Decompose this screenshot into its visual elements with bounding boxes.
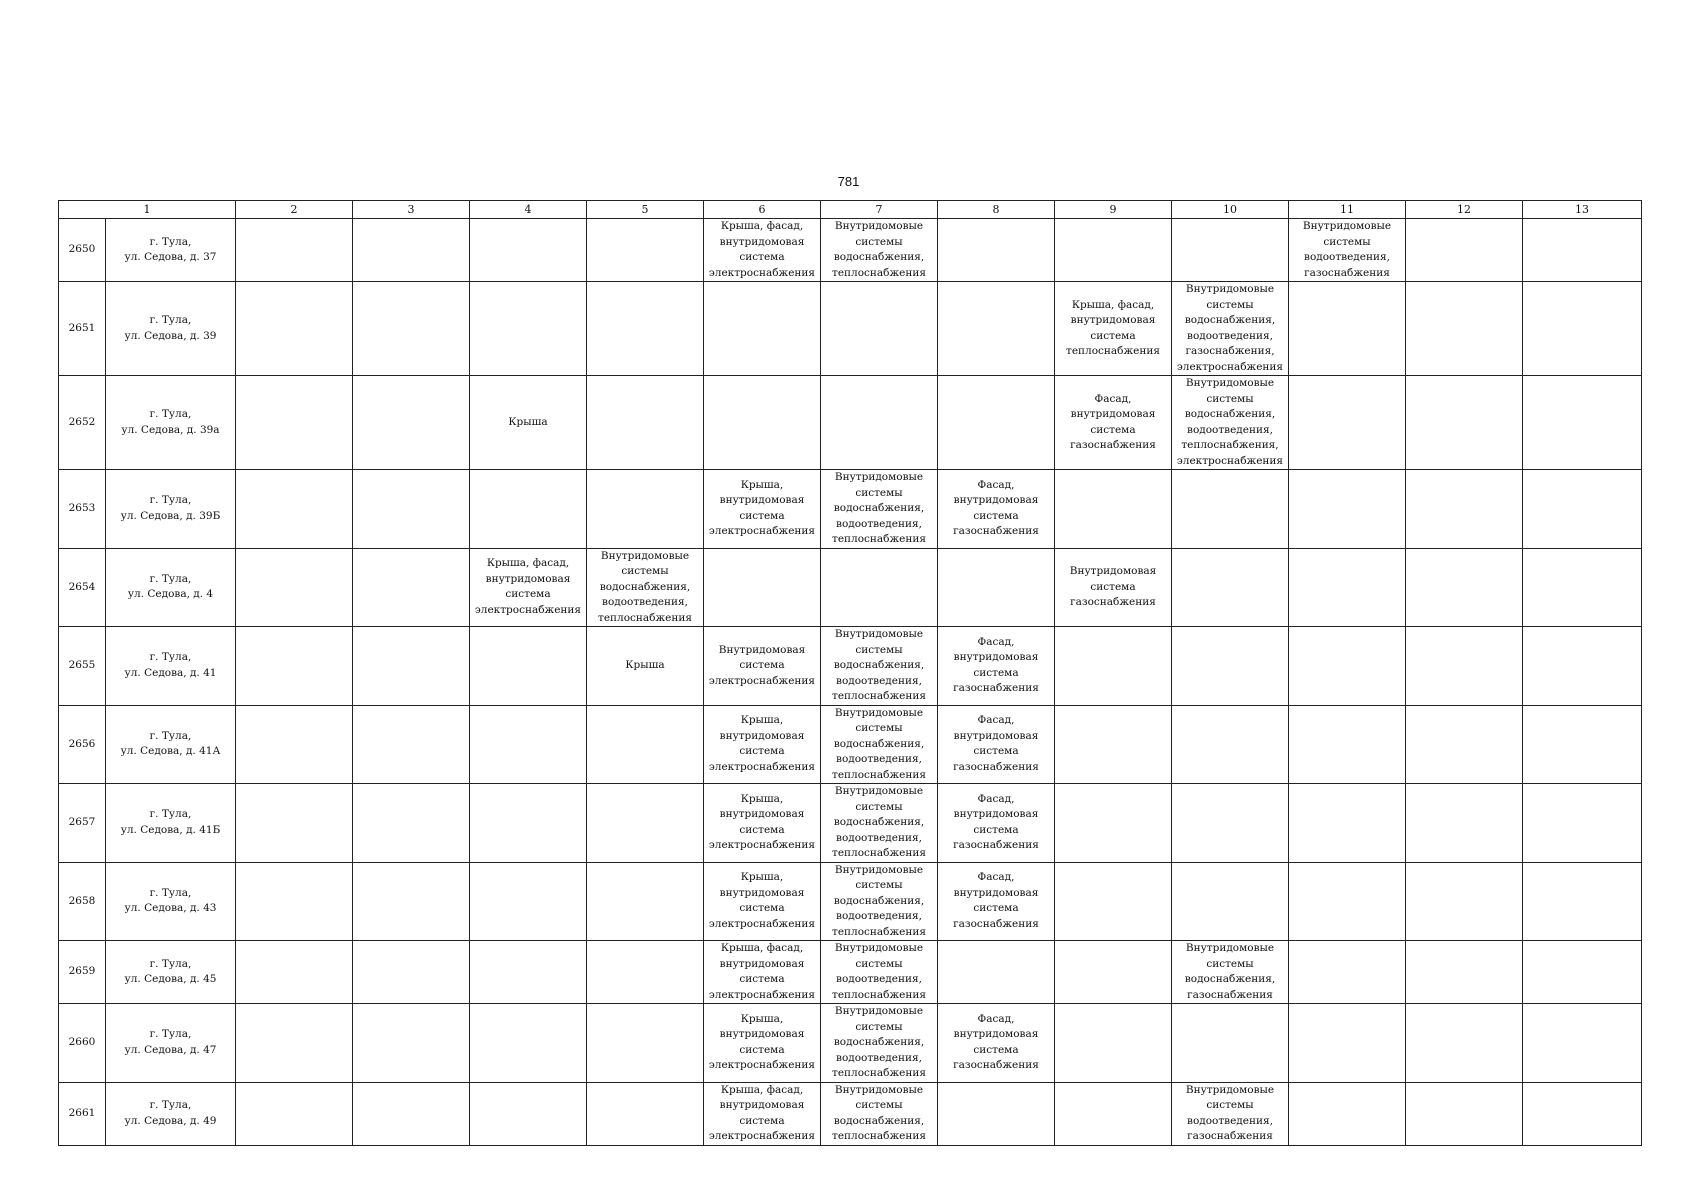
address-street: ул. Седова, д. 41 <box>124 666 217 679</box>
row-number: 2652 <box>59 376 106 470</box>
repair-schedule-table <box>58 200 1642 1146</box>
row-number: 2659 <box>59 941 106 1004</box>
work-cell-col-10: Внутридомовые системы водоснабжения, водоотведения, газоснабжения, электроснабжения <box>1172 282 1289 376</box>
address-cell <box>106 784 236 863</box>
work-cell-col-11 <box>1289 784 1406 863</box>
page-number: 781 <box>837 174 860 189</box>
work-cell-col-13 <box>1523 376 1642 470</box>
header-cell-3: 3 <box>353 201 470 219</box>
address-street: ул. Седова, д. 4 <box>127 588 214 601</box>
work-cell-col-7: Внутридомовые системы водоснабжения, теплоснабжения <box>821 1082 938 1145</box>
address-city: г. Тула, <box>149 494 192 507</box>
address-city: г. Тула, <box>149 408 192 420</box>
work-cell-col-4 <box>470 862 587 941</box>
table-row <box>59 1082 1642 1145</box>
header-cell-13: 13 <box>1523 201 1642 219</box>
address-cell <box>106 862 236 941</box>
work-cell-col-9 <box>1055 1004 1172 1083</box>
work-cell-col-13 <box>1523 1082 1642 1145</box>
work-cell-col-12 <box>1406 548 1523 627</box>
work-cell-col-2 <box>236 862 353 941</box>
table-body <box>59 201 1642 1146</box>
work-cell-col-10 <box>1172 784 1289 863</box>
work-cell-col-4 <box>470 1082 587 1145</box>
address-cell <box>106 627 236 706</box>
address-city: г. Тула, <box>149 957 192 970</box>
work-cell-col-6: Крыша, внутридомовая система электроснабжения <box>704 1004 821 1083</box>
row-number: 2653 <box>59 470 106 549</box>
work-cell-col-4: Крыша, фасад, внутридомовая система электроснабжения <box>470 548 587 627</box>
work-cell-col-10: Внутридомовые системы водоотведения, газоснабжения <box>1172 1082 1289 1145</box>
work-cell-col-5 <box>587 376 704 470</box>
work-cell-col-7 <box>821 376 938 470</box>
work-cell-col-2 <box>236 941 353 1004</box>
header-cell-7: 7 <box>821 201 938 219</box>
address-cell <box>106 376 236 470</box>
work-cell-col-3 <box>353 1082 470 1145</box>
work-cell-col-9 <box>1055 862 1172 941</box>
address-street: ул. Седова, д. 41А <box>120 745 221 758</box>
row-number: 2656 <box>59 705 106 784</box>
table-row <box>59 376 1642 470</box>
work-cell-col-11 <box>1289 1004 1406 1083</box>
work-cell-col-4 <box>470 705 587 784</box>
row-number: 2660 <box>59 1004 106 1083</box>
work-cell-col-9 <box>1055 784 1172 863</box>
work-cell-col-4 <box>470 1004 587 1083</box>
row-number: 2651 <box>59 282 106 376</box>
address-cell <box>106 705 236 784</box>
work-cell-col-12 <box>1406 376 1523 470</box>
work-cell-col-9 <box>1055 627 1172 706</box>
table-row <box>59 282 1642 376</box>
work-cell-col-5 <box>587 862 704 941</box>
row-number: 2650 <box>59 219 106 282</box>
work-cell-col-2 <box>236 784 353 863</box>
header-cell-6: 6 <box>704 201 821 219</box>
table-row <box>59 627 1642 706</box>
work-cell-col-11 <box>1289 705 1406 784</box>
address-street: ул. Седова, д. 49 <box>124 1114 217 1127</box>
work-cell-col-6: Крыша, внутридомовая система электроснабжения <box>704 470 821 549</box>
work-cell-col-7: Внутридомовые системы водоснабжения, водоотведения, теплоснабжения <box>821 627 938 706</box>
work-cell-col-12 <box>1406 219 1523 282</box>
work-cell-col-7: Внутридомовые системы водоснабжения, водоотведения, теплоснабжения <box>821 705 938 784</box>
work-cell-col-5 <box>587 705 704 784</box>
work-cell-col-10 <box>1172 705 1289 784</box>
address-cell <box>106 1082 236 1145</box>
work-cell-col-11 <box>1289 470 1406 549</box>
work-cell-col-6: Крыша, внутридомовая система электроснабжения <box>704 862 821 941</box>
address-street: ул. Седова, д. 39 <box>124 329 217 342</box>
work-cell-col-2 <box>236 1082 353 1145</box>
work-cell-col-4 <box>470 282 587 376</box>
address-cell <box>106 219 236 282</box>
work-cell-col-10 <box>1172 219 1289 282</box>
address-city: г. Тула, <box>149 808 192 821</box>
work-cell-col-13 <box>1523 470 1642 549</box>
work-cell-col-12 <box>1406 705 1523 784</box>
work-cell-col-11: Внутридомовые системы водоотведения, газоснабжения <box>1289 219 1406 282</box>
work-cell-col-9: Фасад, внутридомовая система газоснабжения <box>1055 376 1172 470</box>
work-cell-col-7: Внутридомовые системы водоснабжения, теплоснабжения <box>821 219 938 282</box>
work-cell-col-9 <box>1055 705 1172 784</box>
table-row <box>59 784 1642 863</box>
address-street: ул. Седова, д. 39а <box>121 423 220 436</box>
work-cell-col-11 <box>1289 627 1406 706</box>
work-cell-col-13 <box>1523 705 1642 784</box>
address-city: г. Тула, <box>149 651 192 664</box>
work-cell-col-7: Внутридомовые системы водоснабжения, водоотведения, теплоснабжения <box>821 470 938 549</box>
work-cell-col-8: Фасад, внутридомовая система газоснабжения <box>938 1004 1055 1083</box>
work-cell-col-3 <box>353 376 470 470</box>
work-cell-col-10 <box>1172 548 1289 627</box>
work-cell-col-13 <box>1523 862 1642 941</box>
work-cell-col-2 <box>236 627 353 706</box>
work-cell-col-11 <box>1289 376 1406 470</box>
work-cell-col-10: Внутридомовые системы водоснабжения, газоснабжения <box>1172 941 1289 1004</box>
address-street: ул. Седова, д. 47 <box>124 1043 217 1056</box>
header-cell-10: 10 <box>1172 201 1289 219</box>
address-street: ул. Седова, д. 45 <box>124 973 217 985</box>
row-number: 2661 <box>59 1082 106 1145</box>
header-cell-9: 9 <box>1055 201 1172 219</box>
work-cell-col-8: Фасад, внутридомовая система газоснабжения <box>938 627 1055 706</box>
work-cell-col-3 <box>353 548 470 627</box>
work-cell-col-7: Внутридомовые системы водоснабжения, водоотведения, теплоснабжения <box>821 784 938 863</box>
work-cell-col-6: Крыша, фасад, внутридомовая система электроснабжения <box>704 941 821 1004</box>
work-cell-col-5 <box>587 784 704 863</box>
work-cell-col-7 <box>821 282 938 376</box>
header-cell-5: 5 <box>587 201 704 219</box>
work-cell-col-2 <box>236 219 353 282</box>
work-cell-col-7 <box>821 548 938 627</box>
work-cell-col-11 <box>1289 1082 1406 1145</box>
row-number: 2657 <box>59 784 106 863</box>
work-cell-col-3 <box>353 1004 470 1083</box>
table-row <box>59 941 1642 1004</box>
work-cell-col-9 <box>1055 470 1172 549</box>
work-cell-col-9 <box>1055 941 1172 1004</box>
work-cell-col-4 <box>470 784 587 863</box>
work-cell-col-6 <box>704 376 821 470</box>
address-street: ул. Седова, д. 43 <box>124 902 217 915</box>
work-cell-col-7: Внутридомовые системы водоснабжения, водоотведения, теплоснабжения <box>821 862 938 941</box>
work-cell-col-5 <box>587 1004 704 1083</box>
work-cell-col-8: Фасад, внутридомовая система газоснабжения <box>938 705 1055 784</box>
table-row <box>59 470 1642 549</box>
address-cell <box>106 548 236 627</box>
table-row <box>59 219 1642 282</box>
row-number: 2655 <box>59 627 106 706</box>
work-cell-col-4: Крыша <box>470 376 587 470</box>
work-cell-col-12 <box>1406 784 1523 863</box>
address-city: г. Тула, <box>149 729 192 742</box>
table-row <box>59 1004 1642 1083</box>
header-cell-2: 2 <box>236 201 353 219</box>
work-cell-col-9 <box>1055 1082 1172 1145</box>
work-cell-col-6 <box>704 282 821 376</box>
row-number: 2654 <box>59 548 106 627</box>
address-street: ул. Седова, д. 39Б <box>120 509 221 522</box>
work-cell-col-12 <box>1406 941 1523 1004</box>
work-cell-col-3 <box>353 627 470 706</box>
work-cell-col-12 <box>1406 862 1523 941</box>
work-cell-col-5 <box>587 219 704 282</box>
work-cell-col-5 <box>587 1082 704 1145</box>
work-cell-col-9: Внутридомовая система газоснабжения <box>1055 548 1172 627</box>
work-cell-col-9 <box>1055 219 1172 282</box>
work-cell-col-12 <box>1406 1004 1523 1083</box>
address-city: г. Тула, <box>149 314 192 326</box>
work-cell-col-8 <box>938 1082 1055 1145</box>
header-cell-8: 8 <box>938 201 1055 219</box>
work-cell-col-8 <box>938 941 1055 1004</box>
address-street: ул. Седова, д. 37 <box>124 251 217 263</box>
work-cell-col-5 <box>587 282 704 376</box>
work-cell-col-8 <box>938 282 1055 376</box>
work-cell-col-5: Внутридомовые системы водоснабжения, водоотведения, теплоснабжения <box>587 548 704 627</box>
work-cell-col-13 <box>1523 219 1642 282</box>
work-cell-col-3 <box>353 705 470 784</box>
header-cell-1: 1 <box>59 201 236 219</box>
work-cell-col-8: Фасад, внутридомовая система газоснабжения <box>938 784 1055 863</box>
work-cell-col-8 <box>938 219 1055 282</box>
work-cell-col-9: Крыша, фасад, внутридомовая система теплоснабжения <box>1055 282 1172 376</box>
table-row <box>59 548 1642 627</box>
address-cell <box>106 282 236 376</box>
work-cell-col-13 <box>1523 1004 1642 1083</box>
work-cell-col-13 <box>1523 548 1642 627</box>
work-cell-col-11 <box>1289 282 1406 376</box>
work-cell-col-2 <box>236 1004 353 1083</box>
work-cell-col-13 <box>1523 627 1642 706</box>
work-cell-col-6: Крыша, фасад, внутридомовая система электроснабжения <box>704 219 821 282</box>
address-city: г. Тула, <box>149 1099 192 1111</box>
work-cell-col-12 <box>1406 1082 1523 1145</box>
header-cell-11: 11 <box>1289 201 1406 219</box>
address-cell <box>106 470 236 549</box>
work-cell-col-13 <box>1523 941 1642 1004</box>
work-cell-col-12 <box>1406 470 1523 549</box>
work-cell-col-13 <box>1523 282 1642 376</box>
work-cell-col-3 <box>353 784 470 863</box>
work-cell-col-3 <box>353 862 470 941</box>
row-number: 2658 <box>59 862 106 941</box>
address-city: г. Тула, <box>149 886 192 899</box>
work-cell-col-2 <box>236 470 353 549</box>
work-cell-col-6: Крыша, внутридомовая система электроснабжения <box>704 784 821 863</box>
work-cell-col-3 <box>353 219 470 282</box>
address-city: г. Тула, <box>149 572 192 585</box>
work-cell-col-8 <box>938 376 1055 470</box>
work-cell-col-2 <box>236 548 353 627</box>
table-row <box>59 705 1642 784</box>
work-cell-col-12 <box>1406 282 1523 376</box>
address-city: г. Тула, <box>149 235 192 248</box>
work-cell-col-7: Внутридомовые системы водоотведения, теплоснабжения <box>821 941 938 1004</box>
work-cell-col-10 <box>1172 862 1289 941</box>
work-cell-col-3 <box>353 941 470 1004</box>
address-street: ул. Седова, д. 41Б <box>120 823 221 836</box>
work-cell-col-11 <box>1289 548 1406 627</box>
work-cell-col-7: Внутридомовые системы водоснабжения, водоотведения, теплоснабжения <box>821 1004 938 1083</box>
work-cell-col-3 <box>353 470 470 549</box>
work-cell-col-2 <box>236 705 353 784</box>
header-cell-12: 12 <box>1406 201 1523 219</box>
work-cell-col-13 <box>1523 784 1642 863</box>
work-cell-col-6: Крыша, внутридомовая система электроснабжения <box>704 705 821 784</box>
address-cell <box>106 1004 236 1083</box>
work-cell-col-6 <box>704 548 821 627</box>
header-row <box>59 201 1642 219</box>
work-cell-col-10 <box>1172 470 1289 549</box>
work-cell-col-5 <box>587 941 704 1004</box>
work-cell-col-5 <box>587 470 704 549</box>
work-cell-col-10: Внутридомовые системы водоснабжения, водоотведения, теплоснабжения, электроснабжения <box>1172 376 1289 470</box>
work-cell-col-8: Фасад, внутридомовая система газоснабжения <box>938 862 1055 941</box>
work-cell-col-12 <box>1406 627 1523 706</box>
work-cell-col-5: Крыша <box>587 627 704 706</box>
work-cell-col-4 <box>470 941 587 1004</box>
work-cell-col-8 <box>938 548 1055 627</box>
work-cell-col-2 <box>236 376 353 470</box>
work-cell-col-10 <box>1172 627 1289 706</box>
table-row <box>59 862 1642 941</box>
header-cell-4: 4 <box>470 201 587 219</box>
address-city: г. Тула, <box>149 1028 192 1041</box>
work-cell-col-4 <box>470 627 587 706</box>
work-cell-col-10 <box>1172 1004 1289 1083</box>
work-cell-col-4 <box>470 470 587 549</box>
work-cell-col-4 <box>470 219 587 282</box>
address-cell <box>106 941 236 1004</box>
work-cell-col-11 <box>1289 941 1406 1004</box>
work-cell-col-11 <box>1289 862 1406 941</box>
work-cell-col-8: Фасад, внутридомовая система газоснабжения <box>938 470 1055 549</box>
work-cell-col-2 <box>236 282 353 376</box>
work-cell-col-3 <box>353 282 470 376</box>
work-cell-col-6: Внутридомовая система электроснабжения <box>704 627 821 706</box>
work-cell-col-6: Крыша, фасад, внутридомовая система электроснабжения <box>704 1082 821 1145</box>
